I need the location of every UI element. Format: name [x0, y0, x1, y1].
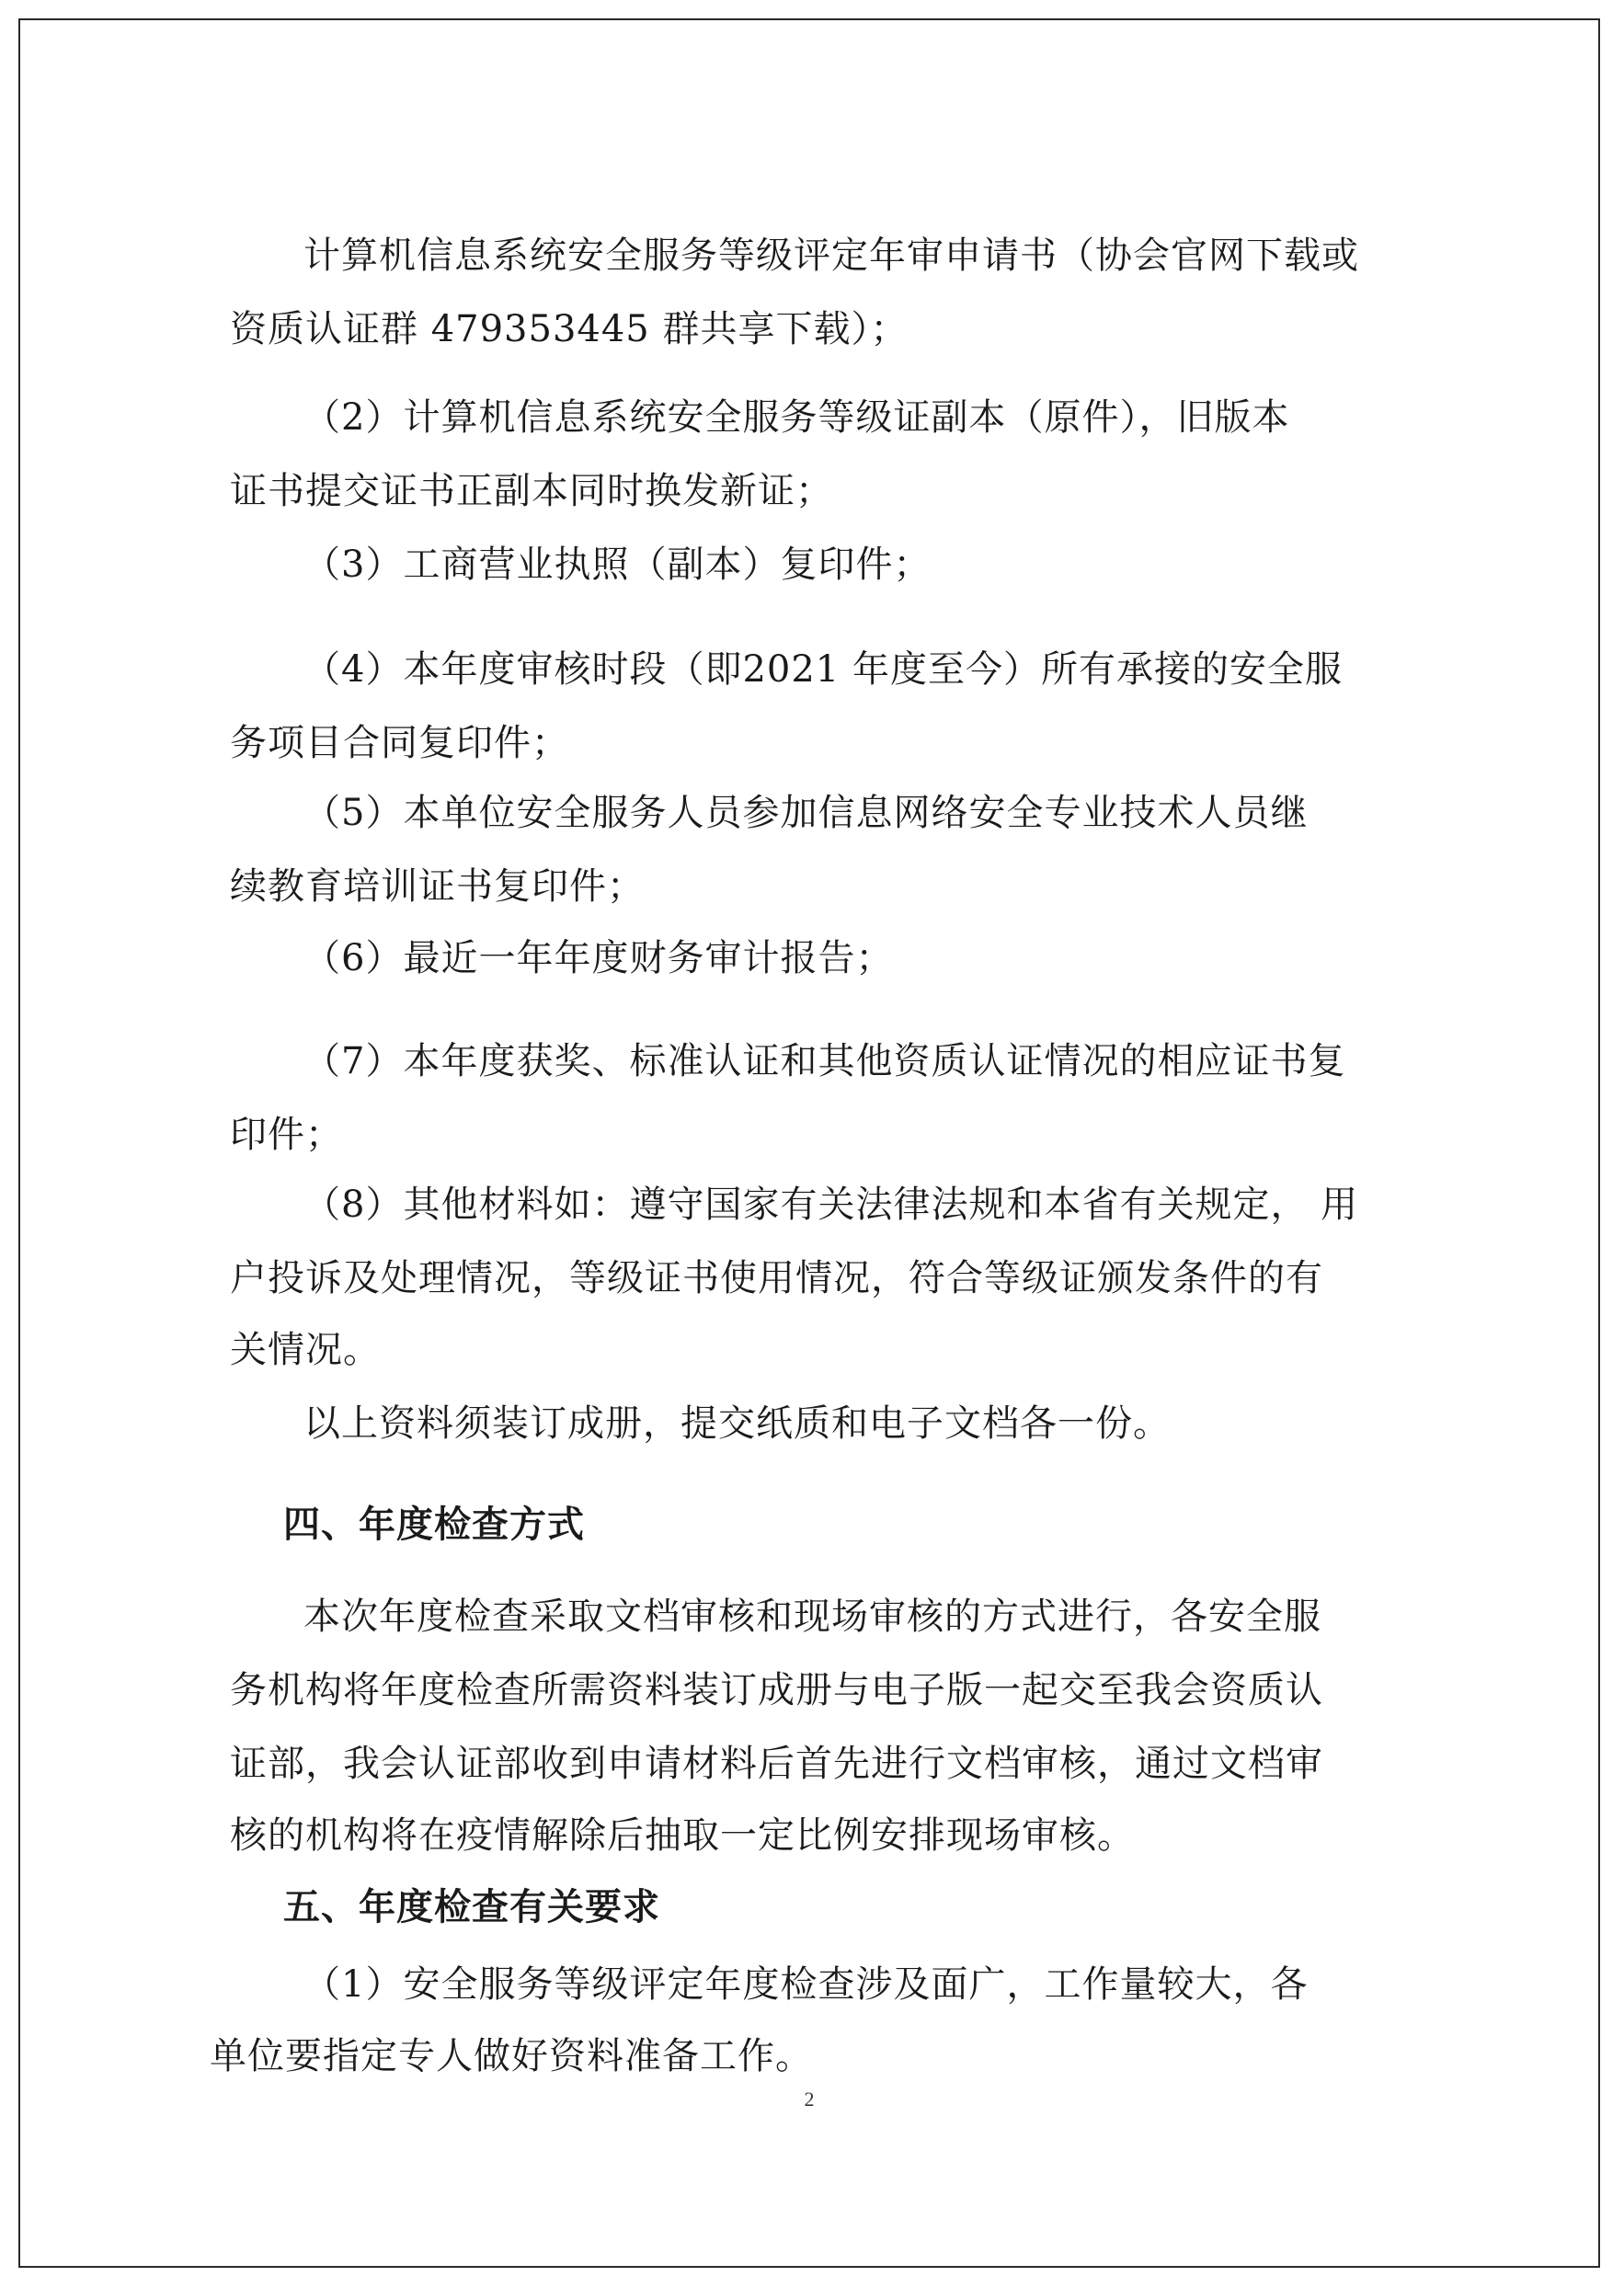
- text-line: （6）最近一年年度财务审计报告；: [303, 937, 894, 979]
- text-line: 户投诉及处理情况，等级证书使用情况，符合等级证颁发条件的有: [230, 1257, 1323, 1299]
- text-line: （5）本单位安全服务人员参加信息网络安全专业技术人员继: [303, 792, 1309, 834]
- text-line: 以上资料须装订成册，提交纸质和电子文档各一份。: [303, 1402, 1171, 1445]
- text-line: 计算机信息系统安全服务等级评定年审申请书（协会官网下载或: [303, 235, 1359, 277]
- text-line: 证部，我会认证部收到申请材料后首先进行文档审核，通过文档审: [230, 1743, 1323, 1785]
- text-line: （4）本年度审核时段（即2021 年度至今）所有承接的安全服: [303, 648, 1343, 691]
- text-line: （2）计算机信息系统安全服务等级证副本（原件），旧版本: [303, 396, 1290, 439]
- text-line: （8）其他材料如：遵守国家有关法律法规和本省有关规定， 用: [303, 1184, 1359, 1226]
- text-line: 证书提交证书正副本同时换发新证；: [230, 470, 833, 512]
- text-line: （1）安全服务等级评定年度检查涉及面广，工作量较大，各: [303, 1963, 1309, 2006]
- text-line: 关情况。: [230, 1329, 381, 1371]
- text-line: 本次年度检查采取文档审核和现场审核的方式进行，各安全服: [303, 1596, 1321, 1638]
- text-line: 资质认证群 479353445 群共享下载）；: [230, 308, 909, 350]
- text-line: （7）本年度获奖、标准认证和其他资质认证情况的相应证书复: [303, 1040, 1346, 1082]
- text-line: 续教育培训证书复印件；: [230, 865, 645, 908]
- section-heading: 四、年度检查方式: [283, 1504, 585, 1546]
- text-line: 务项目合同复印件；: [230, 722, 569, 764]
- page-number: 2: [804, 2088, 815, 2111]
- text-line: 单位要指定专人做好资料准备工作。: [210, 2035, 813, 2077]
- text-line: 印件；: [230, 1114, 343, 1156]
- text-line: 务机构将年度检查所需资料装订成册与电子版一起交至我会资质认: [230, 1669, 1323, 1711]
- text-line: 核的机构将在疫情解除后抽取一定比例安排现场审核。: [230, 1814, 1135, 1857]
- text-line: （3）工商营业执照（副本）复印件；: [303, 543, 932, 586]
- section-heading: 五、年度检查有关要求: [283, 1886, 660, 1928]
